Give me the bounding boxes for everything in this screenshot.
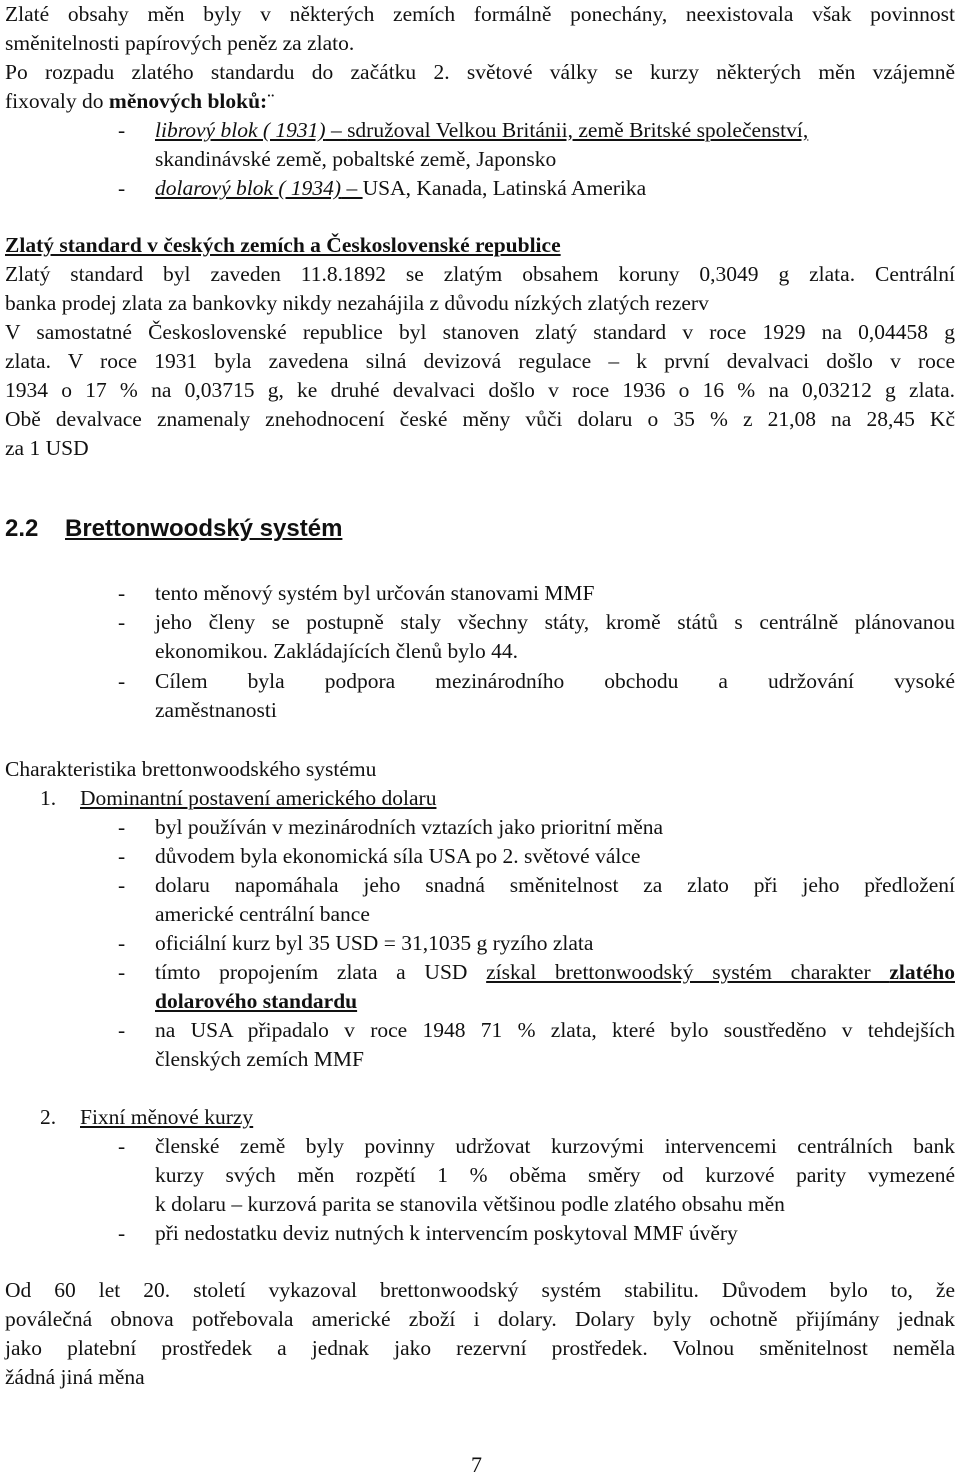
bullet-item: byl používán v mezinárodních vztazích jako prioritní měna — [155, 815, 664, 839]
block-name: librový blok ( 1931) — [155, 118, 326, 142]
paragraph-line: zlata. V roce 1931 byla zavedena silná devizová regulace – k první devalvaci došlo v roce — [5, 349, 955, 373]
text-span: ¨ — [267, 89, 275, 113]
bullet-item-cont: americké centrální bance — [155, 902, 370, 926]
block-name: dolarový blok ( 1934) — [155, 176, 342, 200]
text-span: – — [341, 176, 363, 200]
bullet-item-cont: kurzy svých měn rozpětí 1 % oběma směry od kurzové parity vymezené — [155, 1163, 955, 1187]
bullet-item: oficiální kurz byl 35 USD = 31,1035 g ryzího zlata — [155, 931, 594, 955]
bullet-item: na USA připadalo v roce 1948 71 % zlata, které bylo soustředěno v tehdejších — [155, 1018, 955, 1042]
paragraph-line: poválečná obnova potřebovala americké zboží i dolary. Dolary byly ochotně přijímány jednak — [5, 1307, 955, 1331]
bullet-dash: - — [118, 873, 126, 897]
bullet-dash: - — [118, 960, 126, 984]
bullet-item: Cílem byla podpora mezinárodního obchodu a udržování vysoké — [155, 669, 955, 693]
bullet-item-cont: dolarového standardu — [155, 989, 358, 1013]
bullet-dash: - — [118, 1134, 126, 1158]
bullet-dash: - — [118, 610, 126, 634]
list-number: 2. — [40, 1105, 57, 1129]
bullet-item: při nedostatku deviz nutných k intervencím poskytoval MMF úvěry — [155, 1221, 738, 1245]
text-span: – — [325, 118, 348, 142]
page-number: 7 — [471, 1452, 482, 1477]
section-number: 2.2 — [5, 515, 39, 542]
paragraph-line: banka prodej zlata za bankovky nikdy nezahájila z důvodu nízkých zlatých rezerv — [5, 291, 709, 315]
bullet-item: dolaru napomáhala jeho snadná směnitelnost za zlato při jeho předložení — [155, 873, 955, 897]
bullet-item: důvodem byla ekonomická síla USA po 2. světové válce — [155, 844, 641, 868]
paragraph-line: Obě devalvace znamenaly znehodnocení české měny vůči dolaru o 35 % z 21,08 na 28,45 Kč — [5, 407, 955, 431]
text-span: získal brettonwoodský systém charakter — [486, 960, 890, 984]
paragraph-line: směnitelnosti papírových peněz za zlato. — [5, 31, 355, 55]
subheading: Zlatý standard v českých zemích a Československé republice — [5, 233, 561, 257]
currency-blocks-term: měnových bloků: — [108, 89, 268, 113]
paragraph-line: jako platební prostředek a jednak jako rezervní prostředek. Volnou směnitelnost neměla — [5, 1336, 955, 1360]
bullet-item-cont: ekonomikou. Zakládajících členů bylo 44. — [155, 639, 519, 663]
bullet-dash: - — [118, 931, 126, 955]
bullet-dash: - — [118, 669, 126, 693]
bullet-item — [155, 116, 955, 145]
text-span: USA, Kanada, Latinská Amerika — [362, 176, 647, 200]
bullet-dash: - — [118, 176, 126, 200]
bullet-item: tento měnový systém byl určován stanovami MMF — [155, 581, 595, 605]
bullet-item-cont: členských zemích MMF — [155, 1047, 364, 1071]
bullet-dash: - — [118, 1221, 126, 1245]
bullet-dash: - — [118, 844, 126, 868]
paragraph-line: V samostatné Československé republice byl stanoven zlatý standard v roce 1929 na 0,04458 g — [5, 320, 955, 344]
paragraph-line: Zlatý standard byl zaveden 11.8.1892 se zlatým obsahem koruny 0,3049 g zlata. Centrální — [5, 262, 955, 286]
bullet-item: členské země byly povinny udržovat kurzovými intervencemi centrálních bank — [155, 1134, 955, 1158]
bullet-dash: - — [118, 815, 126, 839]
paragraph-line: Zlaté obsahy měn byly v některých zemích formálně ponechány, neexistovala však povinnost — [5, 2, 955, 26]
bullet-item: jeho členy se postupně staly všechny státy, kromě států s centrálně plánovanou — [155, 610, 955, 634]
bullet-item — [155, 174, 955, 203]
paragraph-line: 1934 o 17 % na 0,03715 g, ke druhé devalvaci došlo v roce 1936 o 16 % na 0,03212 g zlata. — [5, 378, 955, 402]
list-title: Charakteristika brettonwoodského systému — [5, 757, 377, 781]
section-heading — [5, 513, 342, 545]
section-title: Brettonwoodský systém — [65, 515, 343, 542]
bullet-dash: - — [118, 118, 126, 142]
paragraph-line: žádná jiná měna — [5, 1365, 145, 1389]
bullet-item-cont: zaměstnanosti — [155, 698, 277, 722]
paragraph-line — [5, 87, 955, 116]
list-number: 1. — [40, 786, 57, 810]
list-item-title: Dominantní postavení amerického dolaru — [80, 786, 437, 810]
bullet-item-cont: k dolaru – kurzová parita se stanovila většinou podle zlatého obsahu měn — [155, 1192, 785, 1216]
bullet-item — [155, 958, 955, 987]
bullet-dash: - — [118, 1018, 126, 1042]
text-span: sdružoval Velkou Británii, země Britské společenství, — [347, 118, 809, 142]
text-span: tímto propojením zlata a USD — [155, 960, 487, 984]
text-span: fixovaly do — [5, 89, 109, 113]
text-span: zlatého — [889, 960, 955, 984]
bullet-dash: - — [118, 581, 126, 605]
paragraph-line: Od 60 let 20. století vykazoval brettonwoodský systém stabilitu. Důvodem bylo to, že — [5, 1278, 955, 1302]
bullet-item-cont: skandinávské země, pobaltské země, Japonsko — [155, 147, 557, 171]
paragraph-line: za 1 USD — [5, 436, 89, 460]
paragraph-line: Po rozpadu zlatého standardu do začátku 2. světové války se kurzy některých měn vzájemně — [5, 60, 955, 84]
list-item-title: Fixní měnové kurzy — [80, 1105, 254, 1129]
